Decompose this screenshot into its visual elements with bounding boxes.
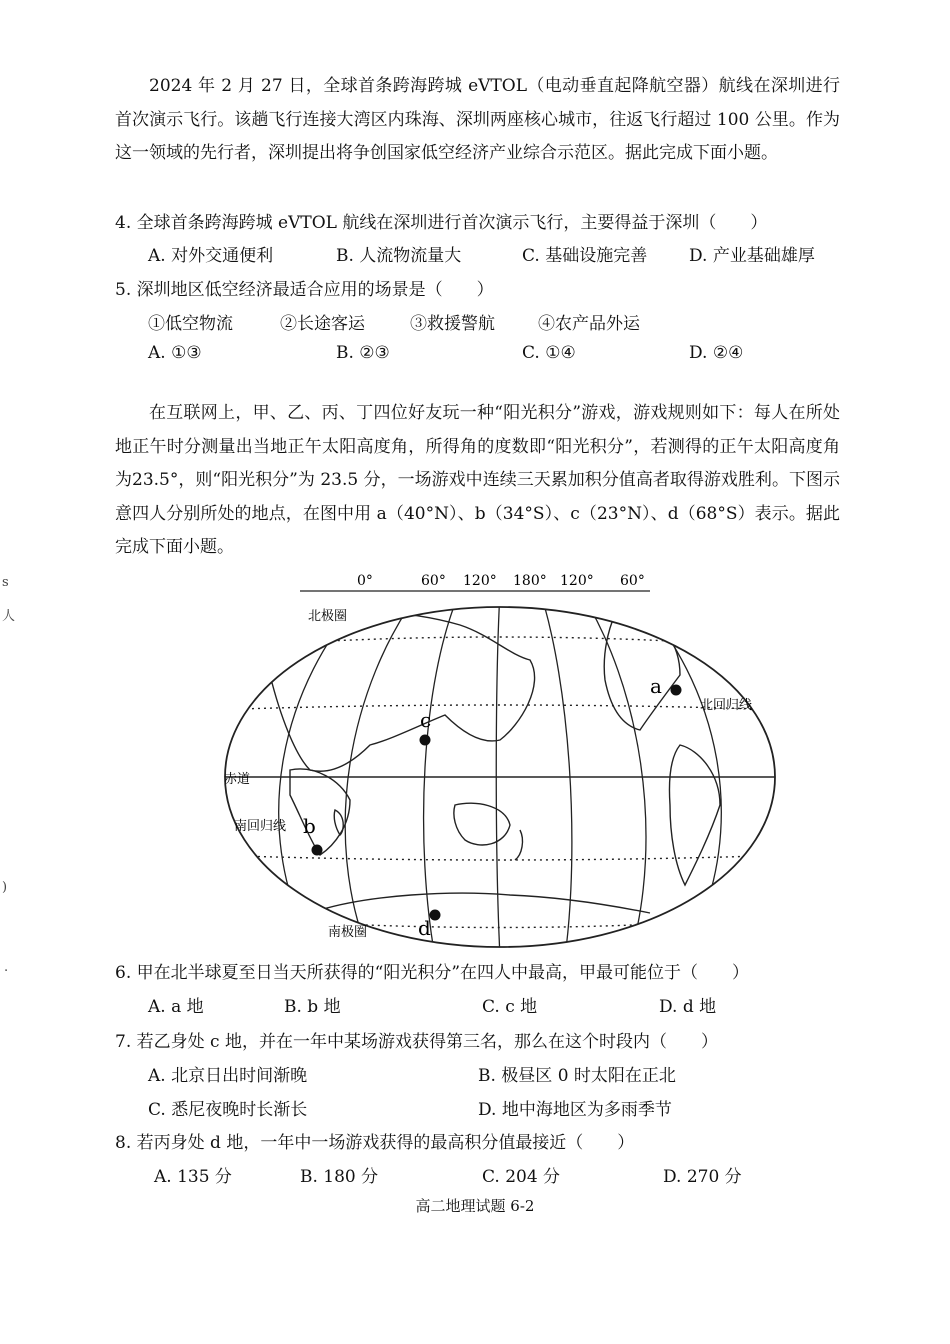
location-c-label: c [420,708,432,732]
question-7-options-row1 [148,1061,848,1091]
option-c[interactable]: C. 204 分 [482,1167,561,1187]
longitude-label: 180° [513,573,547,589]
option-d[interactable]: D. ②④ [689,343,744,363]
margin-mark: ) [2,880,8,895]
option-d[interactable]: D. 地中海地区为多雨季节 [478,1100,672,1120]
continent-outlines [270,605,720,913]
question-8-options [148,1162,848,1192]
question-5-stem: 5. 深圳地区低空经济最适合应用的场景是（ ） [115,280,494,300]
option-b[interactable]: B. 180 分 [300,1167,379,1187]
margin-mark: . [4,960,9,975]
option-a[interactable]: A. a 地 [148,997,204,1017]
option-b[interactable]: B. 人流物流量大 [336,246,462,266]
question-6-options [148,992,848,1022]
option-d[interactable]: D. d 地 [659,997,717,1017]
latitude-lines [210,637,790,928]
map-body [210,591,790,957]
option-b[interactable]: B. ②③ [336,343,390,363]
statement-item: ④农产品外运 [538,314,640,334]
question-4-stem: 4. 全球首条跨海跨城 eVTOL 航线在深圳进行首次演示飞行，主要得益于深圳（ ） [115,213,768,233]
margin-mark: s [2,575,9,590]
question-4-options [148,241,848,271]
question-7-options-row2 [148,1095,848,1125]
question-7-stem: 7. 若乙身处 c 地，并在一年中某场游戏获得第三名，那么在这个时段内（ ） [115,1032,718,1052]
longitude-label: 120° [463,573,497,589]
statement-item: ③救援警航 [410,314,495,334]
location-d-label: d [418,916,431,940]
longitude-label: 120° [560,573,594,589]
arctic-circle-label: 北极圈 [308,609,348,624]
option-c[interactable]: C. 基础设施完善 [522,246,648,266]
option-b[interactable]: B. b 地 [284,997,341,1017]
page-footer: 高二地理试题 6-2 [415,1197,535,1215]
location-b-dot[interactable] [312,845,323,856]
location-c-dot[interactable] [420,735,431,746]
longitude-label: 0° [357,573,373,589]
option-d[interactable]: D. 产业基础雄厚 [689,246,815,266]
option-a[interactable]: A. 135 分 [154,1167,232,1187]
location-a-dot[interactable] [671,685,682,696]
option-a[interactable]: A. 对外交通便利 [148,246,274,266]
location-a-label: a [650,674,662,698]
antarctic-circle-label: 南极圈 [328,925,368,940]
longitude-label: 60° [421,573,446,589]
passage-evtol: 2024 年 2 月 27 日，全球首条跨海跨城 eVTOL（电动垂直起降航空器）航线在深圳进行首次演示飞行。该趟飞行连接大湾区内珠海、深圳两座核心城市，往返飞行超过 100 公里。作为这一领域的先行者，深圳提出将争创国家低空经济产业综合示范区。据此完成下面小题。 [115,76,840,163]
statement-item: ②长途客运 [280,314,365,334]
tropic-of-cancer-label: 北回归线 [700,698,753,713]
question-8-stem: 8. 若丙身处 d 地，一年中一场游戏获得的最高积分值最接近（ ） [115,1133,635,1153]
option-c[interactable]: C. ①④ [522,343,576,363]
question-6-stem: 6. 甲在北半球夏至日当天所获得的“阳光积分”在四人中最高，甲最可能位于（ ） [115,963,750,983]
margin-mark: 人 [2,609,16,624]
option-d[interactable]: D. 270 分 [663,1167,742,1187]
question-5-items [148,309,848,339]
option-c[interactable]: C. c 地 [482,997,538,1017]
statement-item: ①低空物流 [148,314,233,334]
location-d-dot[interactable] [430,910,441,921]
location-b-label: b [303,814,316,838]
world-map [210,565,790,960]
longitude-label: 60° [620,573,645,589]
tropic-of-capricorn-label: 南回归线 [234,819,287,834]
equator-label: 赤道 [224,772,251,787]
passage-sunshine-game: 在互联网上，甲、乙、丙、丁四位好友玩一种“阳光积分”游戏，游戏规则如下：每人在所处地正午时分测量出当地正午太阳高度角，所得角的度数即“阳光积分”，若测得的正午太阳高度角为23.5°，则“阳光积分”为 23.5 分，一场游戏中连续三天累加积分值高者取得游戏胜利。下图示意四人分别所处的地点，在图中用 a（40°N）、b（34°S）、c（23°N）、d（68°S）表示。据此完成下面小题。 [115,403,840,557]
question-5-options [148,343,848,373]
option-b[interactable]: B. 极昼区 0 时太阳在正北 [478,1066,676,1086]
option-a[interactable]: A. 北京日出时间渐晚 [148,1066,308,1086]
option-a[interactable]: A. ①③ [148,343,202,363]
option-c[interactable]: C. 悉尼夜晚时长渐长 [148,1100,308,1120]
